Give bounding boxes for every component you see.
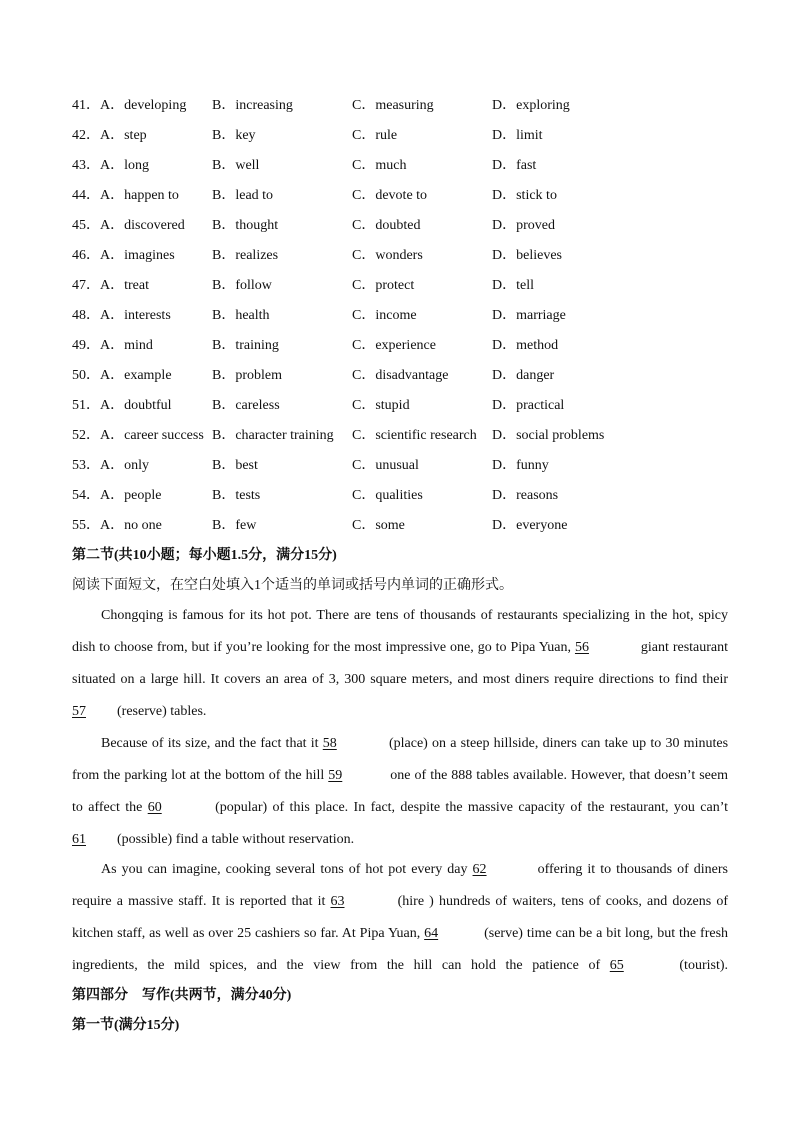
option-c[interactable]: C．qualities	[352, 488, 423, 503]
option-d[interactable]: D．stick to	[492, 188, 557, 203]
question-number: 47．	[72, 278, 100, 293]
question-number: 41．	[72, 98, 100, 113]
blank-63[interactable]: 63	[330, 894, 345, 909]
section2-heading: 第二节(共10小题；每小题1.5分，满分15分)	[72, 548, 337, 563]
option-c[interactable]: C．much	[352, 158, 407, 173]
option-b[interactable]: B．follow	[212, 278, 272, 293]
option-b[interactable]: B．few	[212, 518, 257, 533]
option-d[interactable]: D．danger	[492, 368, 555, 383]
option-b[interactable]: B．character training	[212, 428, 334, 443]
option-c[interactable]: C．stupid	[352, 398, 410, 413]
option-b[interactable]: B．health	[212, 308, 270, 323]
question-number: 54．	[72, 488, 100, 503]
option-b[interactable]: B．well	[212, 158, 260, 173]
option-c[interactable]: C．wonders	[352, 248, 423, 263]
option-d[interactable]: D．exploring	[492, 98, 570, 113]
blank-58[interactable]: 58	[322, 736, 337, 751]
question-number: 50．	[72, 368, 100, 383]
option-a[interactable]: A．step	[100, 128, 147, 143]
option-d[interactable]: D．reasons	[492, 488, 559, 503]
blank-61[interactable]: 61	[72, 832, 86, 847]
option-a[interactable]: A．only	[100, 458, 149, 473]
blank-59[interactable]: 59	[328, 768, 343, 783]
blank-60[interactable]: 60	[147, 800, 162, 815]
option-b[interactable]: B．training	[212, 338, 279, 353]
option-b[interactable]: B．thought	[212, 218, 279, 233]
blank-65[interactable]: 65	[609, 958, 624, 973]
question-number: 45．	[72, 218, 100, 233]
blank-57[interactable]: 57	[72, 704, 86, 719]
passage-line: 61 (possible) find a table without reservation.	[72, 830, 728, 850]
option-d[interactable]: D．method	[492, 338, 559, 353]
option-b[interactable]: B．careless	[212, 398, 280, 413]
option-c[interactable]: C．scientific research	[352, 428, 477, 443]
option-d[interactable]: D．fast	[492, 158, 537, 173]
passage-line: situated on a large hill. It covers an area of 3, 300 square meters, and most diners require directions to find their	[72, 672, 728, 687]
option-b[interactable]: B．tests	[212, 488, 261, 503]
option-d[interactable]: D．limit	[492, 128, 543, 143]
passage-line: dish to choose from, but if you’re looking for the most impressive one, go to Pipa Yuan, 56 giant restaurant	[72, 638, 728, 658]
question-number: 42．	[72, 128, 100, 143]
option-a[interactable]: A．happen to	[100, 188, 179, 203]
option-c[interactable]: C．experience	[352, 338, 436, 353]
option-a[interactable]: A．long	[100, 158, 149, 173]
option-a[interactable]: A．discovered	[100, 218, 185, 233]
option-c[interactable]: C．income	[352, 308, 417, 323]
question-number: 52．	[72, 428, 100, 443]
option-a[interactable]: A．people	[100, 488, 162, 503]
question-number: 44．	[72, 188, 100, 203]
option-c[interactable]: C．doubted	[352, 218, 421, 233]
question-number: 53．	[72, 458, 100, 473]
blank-64[interactable]: 64	[424, 926, 439, 941]
option-c[interactable]: C．unusual	[352, 458, 419, 473]
question-number: 43．	[72, 158, 100, 173]
question-number: 46．	[72, 248, 100, 263]
option-c[interactable]: C．measuring	[352, 98, 434, 113]
passage-line: 57 (reserve) tables.	[72, 702, 728, 722]
option-b[interactable]: B．key	[212, 128, 256, 143]
option-a[interactable]: A．career success	[100, 428, 204, 443]
option-a[interactable]: A．interests	[100, 308, 171, 323]
option-d[interactable]: D．believes	[492, 248, 562, 263]
section2-instruction: 阅读下面短文，在空白处填入1个适当的单词或括号内单词的正确形式。	[72, 578, 513, 593]
option-b[interactable]: B．problem	[212, 368, 282, 383]
passage-line: require a massive staff. It is reported that it 63 (hire ) hundreds of waiters, tens of cooks, and dozens of	[72, 892, 728, 912]
option-d[interactable]: D．practical	[492, 398, 565, 413]
passage-line: ingredients, the mild spices, and the view from the hill can hold the patience of 65 (tourist).	[72, 956, 728, 976]
passage-line: to affect the 60 (popular) of this place. In fact, despite the massive capacity of the restaurant, you can’t	[72, 798, 728, 818]
option-c[interactable]: C．disadvantage	[352, 368, 449, 383]
question-number: 48．	[72, 308, 100, 323]
option-c[interactable]: C．rule	[352, 128, 398, 143]
passage-line: kitchen staff, as well as over 25 cashiers so far. At Pipa Yuan, 64 (serve) time can be a bit long, but the fresh	[72, 924, 728, 944]
part4-heading: 第四部分 写作(共两节，满分40分)	[72, 988, 292, 1003]
option-b[interactable]: B．realizes	[212, 248, 279, 263]
question-number: 49．	[72, 338, 100, 353]
option-a[interactable]: A．developing	[100, 98, 187, 113]
option-a[interactable]: A．imagines	[100, 248, 175, 263]
passage-line: from the parking lot at the bottom of the hill 59 one of the 888 tables available. However, that doesn’t seem	[72, 766, 728, 786]
option-a[interactable]: A．doubtful	[100, 398, 172, 413]
option-b[interactable]: B．lead to	[212, 188, 274, 203]
blank-56[interactable]: 56	[574, 640, 589, 655]
option-a[interactable]: A．mind	[100, 338, 153, 353]
option-a[interactable]: A．treat	[100, 278, 149, 293]
question-number: 51．	[72, 398, 100, 413]
option-a[interactable]: A．no one	[100, 518, 162, 533]
option-b[interactable]: B．best	[212, 458, 258, 473]
option-b[interactable]: B．increasing	[212, 98, 293, 113]
option-c[interactable]: C．protect	[352, 278, 415, 293]
option-c[interactable]: C．devote to	[352, 188, 428, 203]
passage-line: As you can imagine, cooking several tons of hot pot every day 62 offering it to thousands of diners	[101, 860, 728, 880]
option-d[interactable]: D．proved	[492, 218, 555, 233]
option-c[interactable]: C．some	[352, 518, 405, 533]
option-d[interactable]: D．everyone	[492, 518, 568, 533]
passage-line: Chongqing is famous for its hot pot. There are tens of thousands of restaurants specializing in the hot, spicy	[101, 608, 728, 623]
option-a[interactable]: A．example	[100, 368, 172, 383]
option-d[interactable]: D．marriage	[492, 308, 566, 323]
blank-62[interactable]: 62	[472, 862, 487, 877]
passage-line: Because of its size, and the fact that it 58 (place) on a steep hillside, diners can take up to 30 minutes	[101, 734, 728, 754]
option-d[interactable]: D．social problems	[492, 428, 605, 443]
option-d[interactable]: D．funny	[492, 458, 549, 473]
option-d[interactable]: D．tell	[492, 278, 534, 293]
question-number: 55．	[72, 518, 100, 533]
part4-subheading: 第一节(满分15分)	[72, 1018, 180, 1033]
